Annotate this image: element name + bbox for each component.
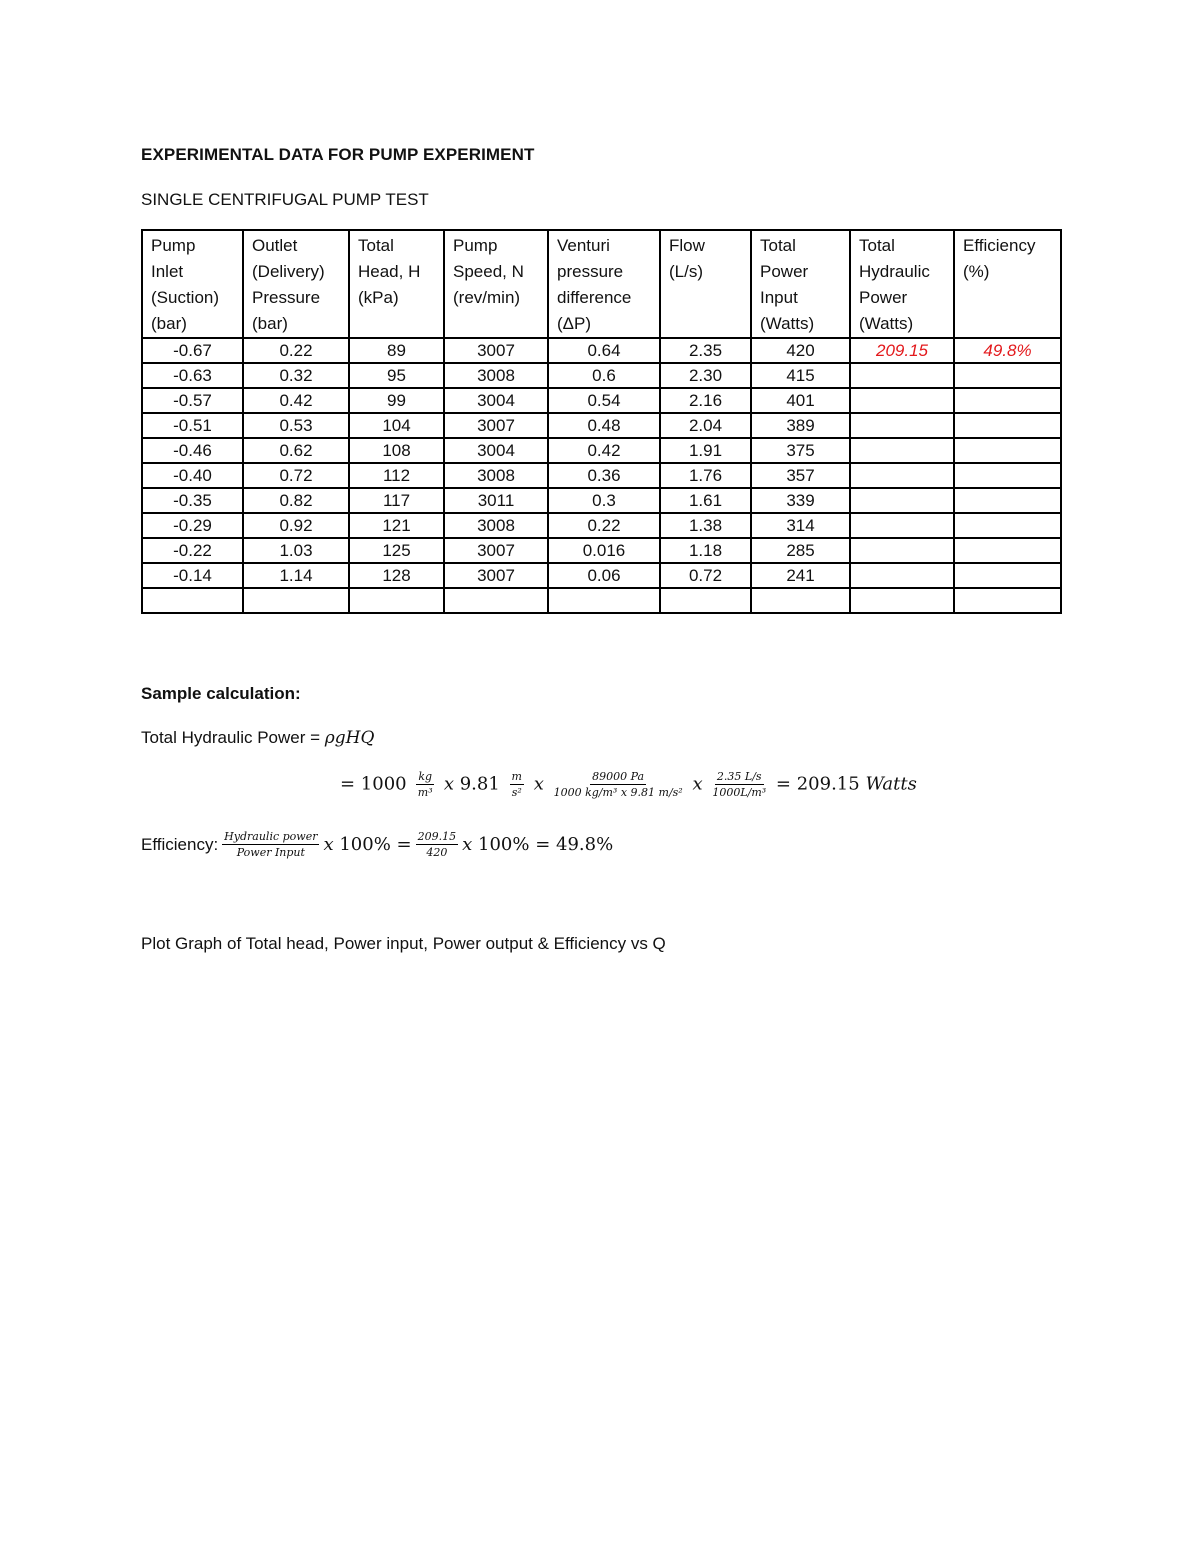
table-cell: 209.15 bbox=[850, 338, 954, 363]
table-cell bbox=[954, 513, 1061, 538]
fraction-denominator: Power Input bbox=[236, 846, 305, 859]
table-cell: 3004 bbox=[444, 438, 548, 463]
table-cell bbox=[850, 588, 954, 613]
column-header: Flow (L/s) bbox=[660, 230, 751, 338]
table-row bbox=[142, 513, 1061, 538]
column-header: Total Power Input (Watts) bbox=[751, 230, 850, 338]
table-body bbox=[142, 338, 1061, 613]
table-cell: -0.51 bbox=[142, 413, 243, 438]
table-cell: 117 bbox=[349, 488, 444, 513]
table-cell: 0.42 bbox=[548, 438, 660, 463]
table-cell: 0.64 bbox=[548, 338, 660, 363]
table-cell: -0.14 bbox=[142, 563, 243, 588]
table-cell: 3011 bbox=[444, 488, 548, 513]
table-cell: -0.63 bbox=[142, 363, 243, 388]
page-title: EXPERIMENTAL DATA FOR PUMP EXPERIMENT bbox=[141, 145, 535, 164]
table-cell: 0.48 bbox=[548, 413, 660, 438]
table-cell bbox=[954, 488, 1061, 513]
column-header: Efficiency (%) bbox=[954, 230, 1061, 338]
fraction-gravity-units bbox=[510, 770, 524, 799]
fraction-numerator: Hydraulic power bbox=[224, 830, 318, 843]
table-row bbox=[142, 413, 1061, 438]
hydraulic-power-label: Total Hydraulic Power = bbox=[141, 728, 325, 747]
table-cell: 0.82 bbox=[243, 488, 349, 513]
equation-lead: = 1000 bbox=[340, 773, 407, 795]
efficiency-line bbox=[141, 830, 613, 859]
table-cell: 3007 bbox=[444, 538, 548, 563]
table-cell bbox=[850, 513, 954, 538]
table-cell: 0.54 bbox=[548, 388, 660, 413]
table-row bbox=[142, 538, 1061, 563]
table-cell: -0.67 bbox=[142, 338, 243, 363]
times-symbol: x bbox=[323, 834, 334, 855]
table-cell: 3008 bbox=[444, 463, 548, 488]
fraction-denominator: 420 bbox=[426, 846, 448, 859]
table-cell bbox=[954, 538, 1061, 563]
table-cell: -0.22 bbox=[142, 538, 243, 563]
table-cell bbox=[850, 438, 954, 463]
table-row bbox=[142, 438, 1061, 463]
table-cell bbox=[660, 588, 751, 613]
fraction-head bbox=[554, 770, 683, 799]
table-row bbox=[142, 363, 1061, 388]
fraction-numerator: m bbox=[511, 770, 522, 783]
table-cell: 3008 bbox=[444, 363, 548, 388]
table-cell: 125 bbox=[349, 538, 444, 563]
table-cell: 415 bbox=[751, 363, 850, 388]
table-cell bbox=[850, 363, 954, 388]
fraction-denominator: m³ bbox=[417, 786, 433, 799]
table-cell: 0.72 bbox=[660, 563, 751, 588]
table-cell: 285 bbox=[751, 538, 850, 563]
table-row bbox=[142, 588, 1061, 613]
sample-calculation-heading: Sample calculation: bbox=[141, 684, 301, 703]
times-symbol: x bbox=[462, 834, 473, 855]
efficiency-label: Efficiency: bbox=[141, 834, 219, 854]
table-cell: 1.76 bbox=[660, 463, 751, 488]
table-cell: 3008 bbox=[444, 513, 548, 538]
table-cell: 0.22 bbox=[548, 513, 660, 538]
table-cell bbox=[954, 563, 1061, 588]
table-cell: 0.22 bbox=[243, 338, 349, 363]
table-cell: 3007 bbox=[444, 563, 548, 588]
table-cell: -0.46 bbox=[142, 438, 243, 463]
equation-result: = 209.15 bbox=[775, 773, 860, 795]
table-cell: 1.61 bbox=[660, 488, 751, 513]
times-symbol: x bbox=[692, 773, 703, 795]
table-cell bbox=[954, 438, 1061, 463]
table-cell: -0.35 bbox=[142, 488, 243, 513]
fraction-efficiency-values bbox=[416, 830, 459, 859]
table-cell: 0.92 bbox=[243, 513, 349, 538]
table-cell: 0.53 bbox=[243, 413, 349, 438]
table-cell bbox=[444, 588, 548, 613]
table-cell bbox=[751, 588, 850, 613]
times-symbol: x bbox=[533, 773, 544, 795]
hydraulic-power-line bbox=[141, 728, 374, 748]
table-row bbox=[142, 563, 1061, 588]
table-cell: 49.8% bbox=[954, 338, 1061, 363]
table-header-row bbox=[142, 230, 1061, 338]
table-cell: -0.29 bbox=[142, 513, 243, 538]
table-cell: 104 bbox=[349, 413, 444, 438]
table-cell: 0.42 bbox=[243, 388, 349, 413]
table-row bbox=[142, 338, 1061, 363]
column-header: Venturi pressure difference (ΔP) bbox=[548, 230, 660, 338]
table-cell bbox=[954, 413, 1061, 438]
table-cell bbox=[850, 488, 954, 513]
plot-instruction: Plot Graph of Total head, Power input, Power output & Efficiency vs Q bbox=[141, 934, 666, 953]
table-cell: 389 bbox=[751, 413, 850, 438]
table-cell: 2.30 bbox=[660, 363, 751, 388]
efficiency-equation bbox=[218, 830, 613, 859]
fraction-numerator: 2.35 L/s bbox=[716, 770, 762, 783]
table-row bbox=[142, 463, 1061, 488]
times-symbol: x bbox=[443, 773, 454, 795]
table-cell: 241 bbox=[751, 563, 850, 588]
table-cell: 95 bbox=[349, 363, 444, 388]
table-cell: 3007 bbox=[444, 413, 548, 438]
fraction-denominator: 1000 kg/m³ x 9.81 m/s² bbox=[553, 786, 683, 799]
table-cell: 357 bbox=[751, 463, 850, 488]
table-cell: -0.57 bbox=[142, 388, 243, 413]
table-cell: 99 bbox=[349, 388, 444, 413]
table-cell: 0.016 bbox=[548, 538, 660, 563]
hydraulic-power-equation bbox=[340, 770, 917, 799]
table-cell: 1.03 bbox=[243, 538, 349, 563]
column-header: Pump Inlet (Suction) (bar) bbox=[142, 230, 243, 338]
table-cell: 89 bbox=[349, 338, 444, 363]
table-cell: 1.38 bbox=[660, 513, 751, 538]
table-cell: 2.16 bbox=[660, 388, 751, 413]
fraction-numerator: 209.15 bbox=[417, 830, 457, 843]
efficiency-result: 100% = 49.8% bbox=[478, 834, 614, 855]
table-cell: 2.04 bbox=[660, 413, 751, 438]
table-row bbox=[142, 388, 1061, 413]
column-header: Pump Speed, N (rev/min) bbox=[444, 230, 548, 338]
table-cell bbox=[850, 563, 954, 588]
table-cell: 1.18 bbox=[660, 538, 751, 563]
gravity-constant: 9.81 bbox=[459, 773, 500, 795]
fraction-denominator: s² bbox=[511, 786, 522, 799]
table-cell: 0.32 bbox=[243, 363, 349, 388]
column-header: Outlet (Delivery) Pressure (bar) bbox=[243, 230, 349, 338]
table-cell: 0.3 bbox=[548, 488, 660, 513]
table-cell: 3007 bbox=[444, 338, 548, 363]
table-cell bbox=[954, 388, 1061, 413]
table-cell bbox=[548, 588, 660, 613]
fraction-density bbox=[416, 770, 434, 799]
page-subtitle: SINGLE CENTRIFUGAL PUMP TEST bbox=[141, 190, 429, 209]
table-cell: -0.40 bbox=[142, 463, 243, 488]
table-cell: 339 bbox=[751, 488, 850, 513]
table-cell: 0.06 bbox=[548, 563, 660, 588]
table-cell bbox=[850, 413, 954, 438]
table-cell: 1.14 bbox=[243, 563, 349, 588]
table-cell: 112 bbox=[349, 463, 444, 488]
table-cell: 0.6 bbox=[548, 363, 660, 388]
table-cell bbox=[954, 463, 1061, 488]
table-cell bbox=[850, 463, 954, 488]
table-cell: 1.91 bbox=[660, 438, 751, 463]
fraction-denominator: 1000L/m³ bbox=[712, 786, 767, 799]
table-cell: 314 bbox=[751, 513, 850, 538]
table-cell: 0.36 bbox=[548, 463, 660, 488]
table-cell: 128 bbox=[349, 563, 444, 588]
fraction-flow bbox=[712, 770, 766, 799]
equation-unit: Watts bbox=[865, 773, 917, 795]
table-cell: 0.62 bbox=[243, 438, 349, 463]
pump-data-table bbox=[141, 229, 1062, 614]
table-cell bbox=[349, 588, 444, 613]
table-cell: 121 bbox=[349, 513, 444, 538]
table-cell bbox=[954, 363, 1061, 388]
table-cell: 0.72 bbox=[243, 463, 349, 488]
column-header: Total Head, H (kPa) bbox=[349, 230, 444, 338]
hydraulic-power-formula: ρgHQ bbox=[324, 728, 375, 748]
column-header: Total Hydraulic Power (Watts) bbox=[850, 230, 954, 338]
table-cell bbox=[243, 588, 349, 613]
fraction-numerator: 89000 Pa bbox=[592, 770, 645, 783]
fraction-efficiency-definition bbox=[222, 830, 319, 859]
table-cell bbox=[850, 538, 954, 563]
table-cell bbox=[954, 588, 1061, 613]
table-cell: 401 bbox=[751, 388, 850, 413]
fraction-numerator: kg bbox=[418, 770, 433, 783]
efficiency-mid: 100% = bbox=[339, 834, 412, 855]
table-cell: 3004 bbox=[444, 388, 548, 413]
table-cell: 420 bbox=[751, 338, 850, 363]
table-row bbox=[142, 488, 1061, 513]
table-cell: 108 bbox=[349, 438, 444, 463]
table-cell bbox=[850, 388, 954, 413]
table-cell bbox=[142, 588, 243, 613]
table-cell: 375 bbox=[751, 438, 850, 463]
table-cell: 2.35 bbox=[660, 338, 751, 363]
